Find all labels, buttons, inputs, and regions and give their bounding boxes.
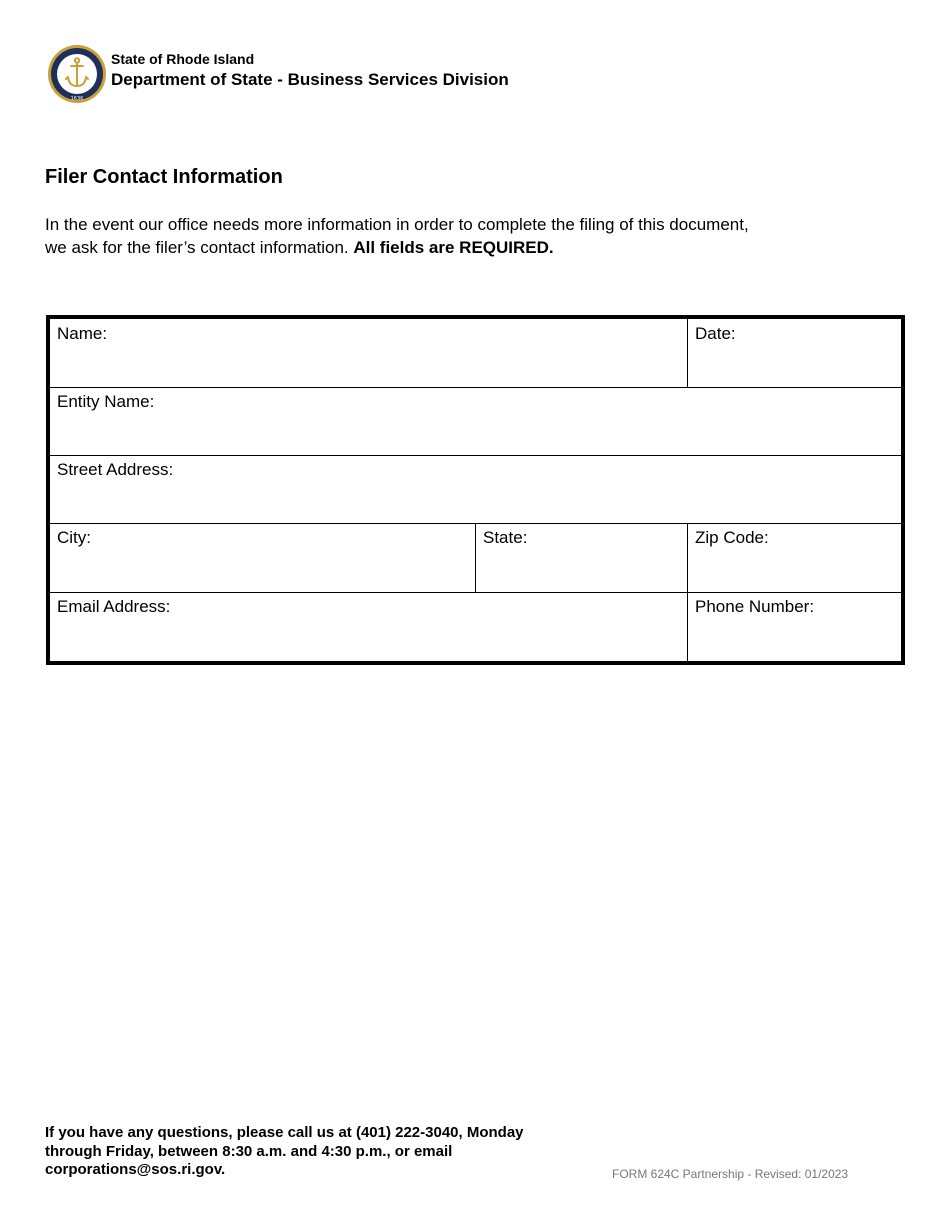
date-label: Date:: [695, 324, 736, 343]
agency-department-name: Department of State - Business Services Division: [111, 70, 509, 89]
state-field[interactable]: [476, 523, 687, 592]
phone-number-label: Phone Number:: [695, 597, 815, 616]
contact-form-table: [46, 315, 905, 665]
street-address-label: Street Address:: [57, 460, 174, 479]
date-field[interactable]: [688, 319, 901, 387]
entity-name-field[interactable]: [50, 387, 901, 455]
state-seal-icon: [47, 44, 107, 104]
email-address-field[interactable]: [50, 592, 687, 661]
intro-text: In the event our office needs more information in order to complete the filing of this document, we ask for the filer’s contact information.: [45, 215, 749, 257]
zip-code-label: Zip Code:: [695, 528, 769, 547]
agency-state-name: State of Rhode Island: [111, 51, 255, 67]
zip-code-field[interactable]: [688, 523, 901, 592]
intro-required-note: All fields are REQUIRED.: [353, 238, 554, 257]
entity-name-label: Entity Name:: [57, 392, 155, 411]
seal-year-text: 1636: [70, 96, 84, 102]
phone-number-field[interactable]: [688, 592, 901, 661]
street-address-field[interactable]: [50, 455, 901, 523]
intro-paragraph: [45, 213, 765, 259]
name-field[interactable]: [50, 319, 687, 387]
city-label: City:: [57, 528, 91, 547]
section-title: Filer Contact Information: [45, 166, 283, 188]
state-label: State:: [483, 528, 528, 547]
name-label: Name:: [57, 324, 108, 343]
footer-contact-note: If you have any questions, please call us at (401) 222-3040, Monday through Friday, between 8:30 a.m. and 4:30 p.m., or email corporations@sos.ri.gov.: [45, 1124, 524, 1178]
city-field[interactable]: [50, 523, 475, 592]
email-address-label: Email Address:: [57, 597, 171, 616]
form-identifier: FORM 624C Partnership - Revised: 01/2023: [612, 1167, 849, 1181]
